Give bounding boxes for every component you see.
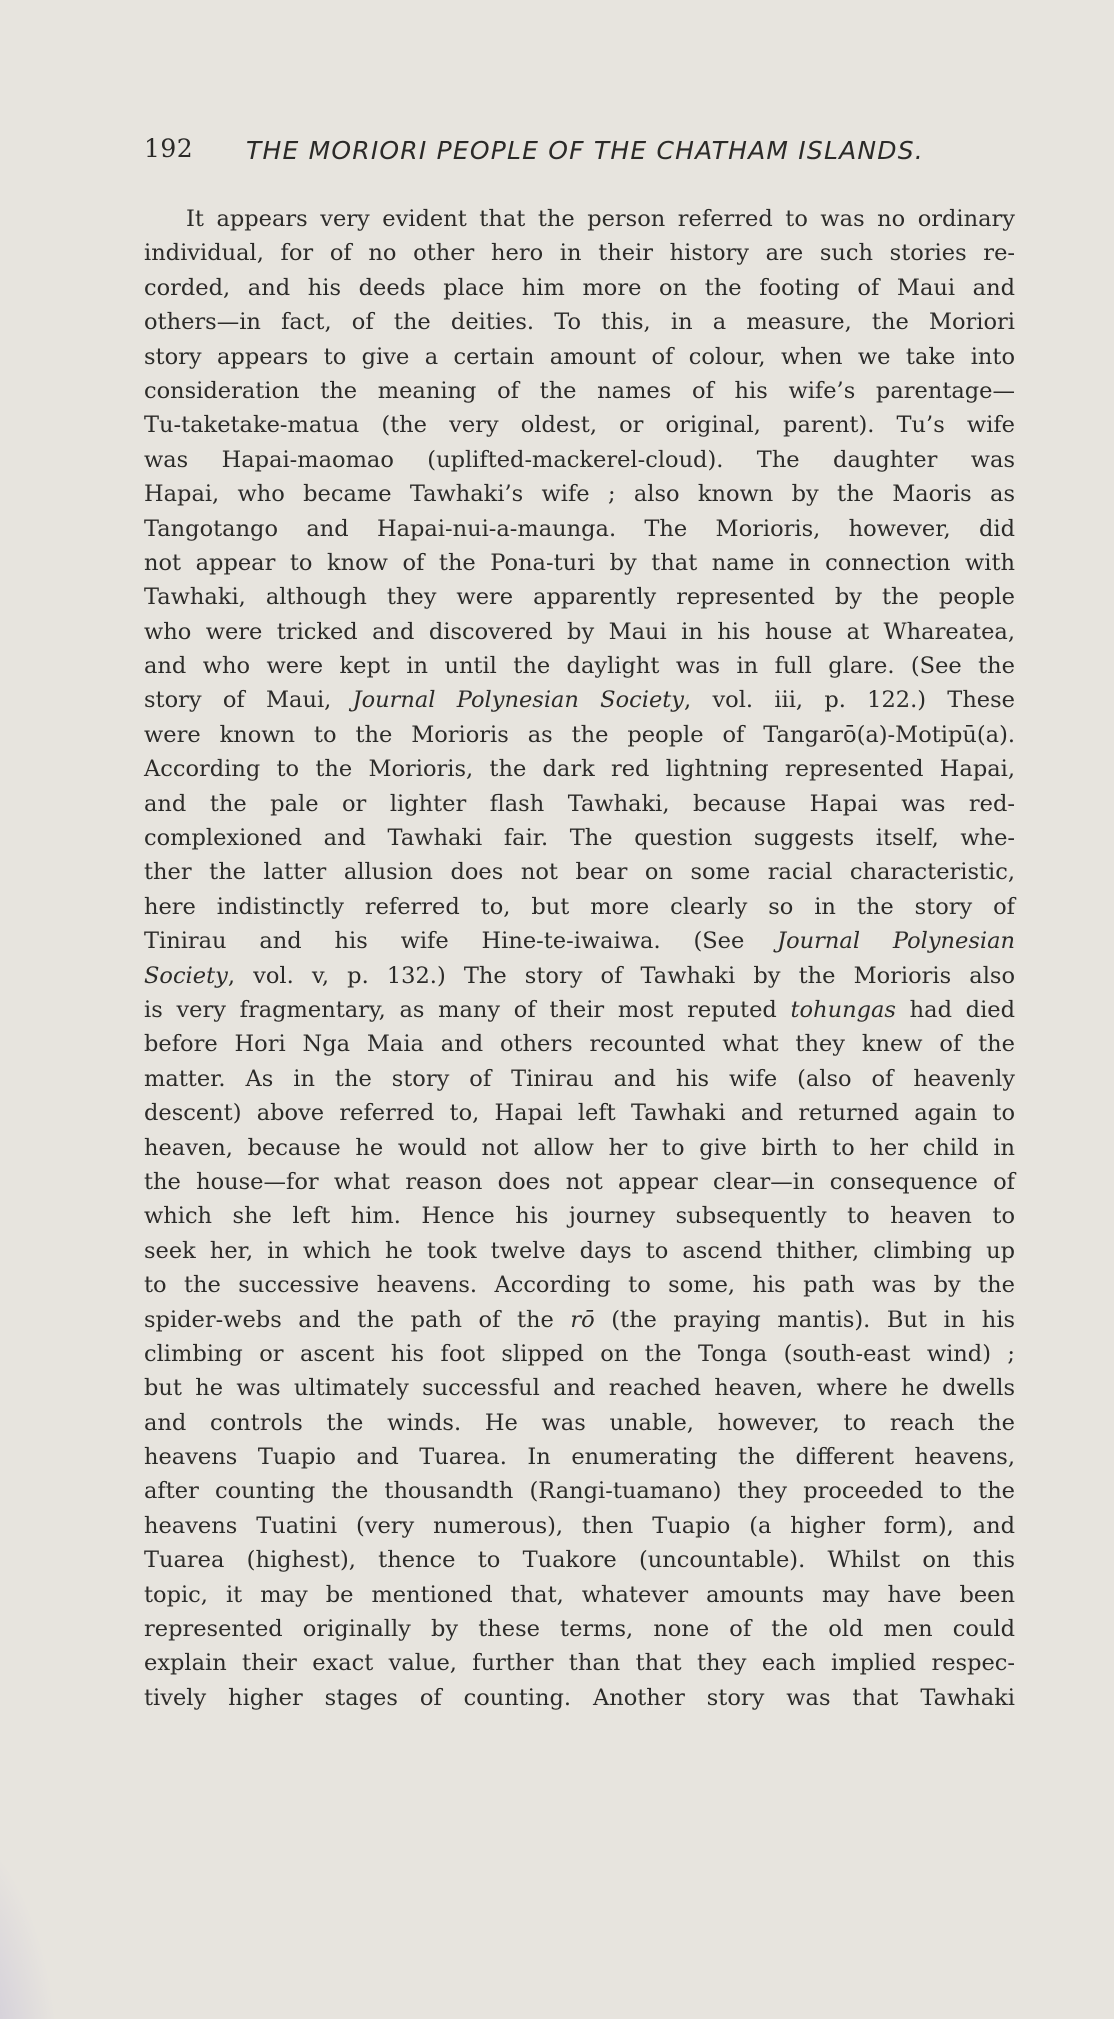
text-line: after counting the thousandth (Rangi-tuamano) they proceeded to the — [144, 1478, 1015, 1505]
text-line: represented originally by these terms, none of the old men could — [144, 1616, 1015, 1643]
text-line — [144, 924, 1015, 958]
text-line: climbing or ascent his foot slipped on the Tonga (south-east wind) ; — [144, 1340, 1015, 1367]
italic-text: tohungas — [790, 996, 896, 1023]
text-line: complexioned and Tawhaki fair. The question suggests itself, whe- — [144, 825, 1015, 852]
text-segment: (the praying mantis). But in his — [594, 1306, 1015, 1333]
text-line: consideration the meaning of the names of his wife’s parentage— — [144, 377, 1015, 404]
text-line: Tangotango and Hapai-nui-a-maunga. The Morioris, however, did — [144, 515, 1015, 542]
page-number: 192 — [144, 134, 194, 163]
text-line: corded, and his deeds place him more on the footing of Maui and — [144, 274, 1015, 301]
text-line: was Hapai-maomao (uplifted-mackerel-cloud). The daughter was — [144, 446, 1015, 473]
page-corner-shadow — [0, 1819, 60, 2019]
text-line: before Hori Nga Maia and others recounted what they knew of the — [144, 1031, 1015, 1058]
text-segment: , vol. iii, p. 122.) These — [684, 687, 1015, 714]
text-line: here indistinctly referred to, but more clearly so in the story of — [144, 893, 1015, 920]
page-header — [144, 132, 984, 172]
text-segment: had died — [895, 996, 1015, 1023]
text-line: individual, for of no other hero in their history are such stories re- — [144, 240, 1015, 267]
italic-text: Journal Polynesian — [777, 928, 1015, 955]
text-line: but he was ultimately successful and reached heaven, where he dwells — [144, 1375, 1015, 1402]
text-line — [144, 993, 1015, 1027]
text-segment: story of Maui, — [144, 687, 353, 714]
text-line: Tawhaki, although they were apparently represented by the people — [144, 584, 1015, 611]
text-line: descent) above referred to, Hapai left Tawhaki and returned again to — [144, 1100, 1015, 1127]
italic-text: Journal Polynesian Society — [352, 687, 685, 714]
text-line: the house—for what reason does not appear clear—in consequence of — [144, 1168, 1015, 1195]
text-line: and controls the winds. He was unable, however, to reach the — [144, 1409, 1015, 1436]
text-line: story appears to give a certain amount of colour, when we take into — [144, 343, 1015, 370]
text-line — [144, 1303, 1015, 1337]
text-line: and who were kept in until the daylight was in full glare. (See the — [144, 653, 1015, 680]
body-paragraph — [144, 202, 1015, 1715]
text-line: Tu-taketake-matua (the very oldest, or original, parent). Tu’s wife — [144, 412, 1015, 439]
text-line: to the successive heavens. According to some, his path was by the — [144, 1272, 1015, 1299]
italic-text: Society — [144, 962, 228, 989]
text-line: were known to the Morioris as the people of Tangarō(a)-Motipū(a). — [144, 721, 1015, 748]
text-line: According to the Morioris, the dark red lightning represented Hapai, — [144, 756, 1015, 783]
text-line: heavens Tuapio and Tuarea. In enumerating the different heavens, — [144, 1444, 1015, 1471]
text-segment: is very fragmentary, as many of their most reputed — [144, 996, 791, 1023]
text-line: topic, it may be mentioned that, whatever amounts may have been — [144, 1581, 1015, 1608]
text-line: heaven, because he would not allow her to give birth to her child in — [144, 1134, 1015, 1161]
text-line: explain their exact value, further than that they each implied respec- — [144, 1650, 1015, 1677]
text-line: matter. As in the story of Tinirau and his wife (also of heavenly — [144, 1065, 1015, 1092]
text-line: ther the latter allusion does not bear on some racial characteristic, — [144, 859, 1015, 886]
text-line: seek her, in which he took twelve days to ascend thither, climbing up — [144, 1237, 1015, 1264]
text-line: heavens Tuatini (very numerous), then Tuapio (a higher form), and — [144, 1512, 1015, 1539]
text-line: others—in fact, of the deities. To this, in a measure, the Moriori — [144, 309, 1015, 336]
text-line: who were tricked and discovered by Maui in his house at Whareatea, — [144, 618, 1015, 645]
text-segment: Tinirau and his wife Hine-te-iwaiwa. (See — [144, 928, 778, 955]
text-line: and the pale or lighter flash Tawhaki, because Hapai was red- — [144, 790, 1015, 817]
running-title: THE MORIORI PEOPLE OF THE CHATHAM ISLANDS. — [246, 136, 924, 165]
text-segment: spider-webs and the path of the — [144, 1306, 571, 1333]
text-line: tively higher stages of counting. Another story was that Tawhaki — [144, 1684, 1015, 1711]
text-line — [144, 683, 1015, 717]
text-line: which she left him. Hence his journey subsequently to heaven to — [144, 1203, 1015, 1230]
text-line — [144, 959, 1015, 993]
italic-text: rō — [570, 1306, 595, 1333]
text-line: not appear to know of the Pona-turi by that name in connection with — [144, 549, 1015, 576]
text-line: Tuarea (highest), thence to Tuakore (uncountable). Whilst on this — [144, 1547, 1015, 1574]
text-line: Hapai, who became Tawhaki’s wife ; also known by the Maoris as — [144, 481, 1015, 508]
text-segment: , vol. v, p. 132.) The story of Tawhaki by the Morioris also — [227, 962, 1015, 989]
text-line: It appears very evident that the person referred to was no ordinary — [186, 206, 1015, 232]
